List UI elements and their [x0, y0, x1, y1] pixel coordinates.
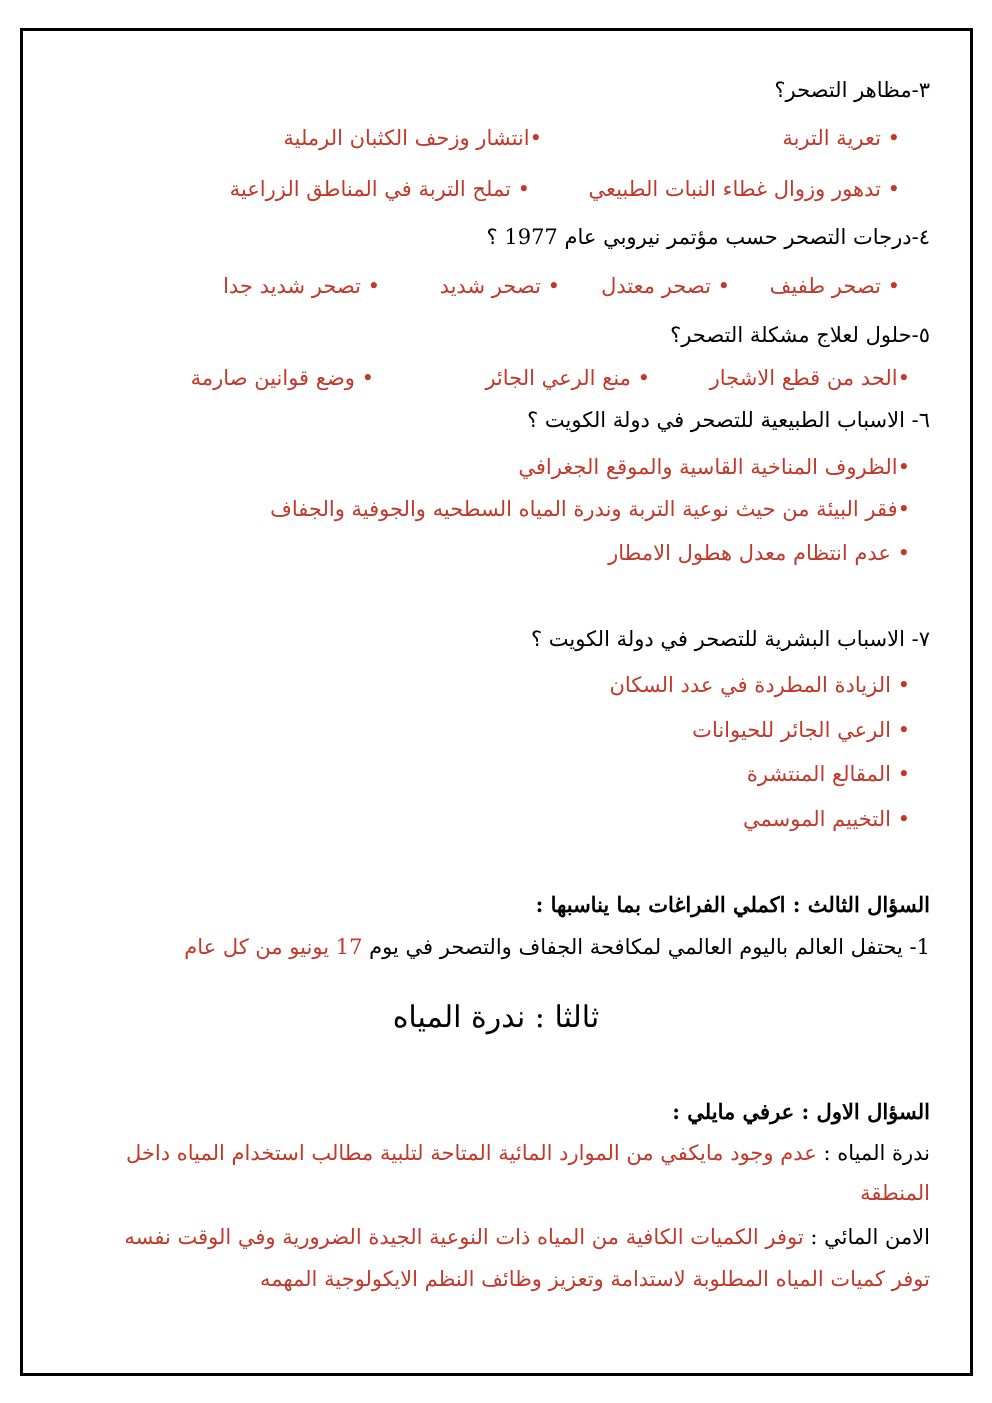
q4-item-1: • تصحر طفيف — [769, 274, 900, 298]
definition-1-continued: المنطقة — [860, 1181, 930, 1205]
q6-item-3: • عدم انتظام معدل هطول الامطار — [608, 541, 910, 565]
definition-1 — [126, 1138, 930, 1168]
fill-answer-1: 17 يونيو من كل عام — [184, 935, 363, 959]
q7-question: ٧- الاسباب البشرية للتصحر في دولة الكويت ؟ — [530, 627, 930, 651]
q3-question: ٣-مظاهر التصحر؟ — [774, 78, 930, 102]
q3-item-1: • تعرية التربة — [782, 126, 900, 150]
q7-item-2: • الرعي الجائر للحيوانات — [692, 718, 910, 742]
defs-section-title: السؤال الاول : عرفي مايلي : — [672, 1099, 930, 1124]
definition-2-continued: توفر كميات المياه المطلوبة لاستدامة وتعزيز وظائف النظم الايكولوجية المهمه — [259, 1267, 930, 1291]
q4-item-4: • تصحر شديد جدا — [223, 274, 380, 298]
q7-item-3: • المقالع المنتشرة — [746, 762, 910, 786]
q6-item-2: •فقر البيئة من حيث نوعية التربة وندرة المياه السطحيه والجوفية والجفاف — [270, 497, 910, 521]
definition-2-term: الامن المائي : — [810, 1225, 930, 1249]
q4-item-2: • تصحر معتدل — [601, 274, 730, 298]
definition-2-text: توفر الكميات الكافية من المياه ذات النوعية الجيدة الضرورية وفي الوقت نفسه — [124, 1225, 804, 1249]
q3-item-3: • تدهور وزوال غطاء النبات الطبيعي — [588, 177, 900, 201]
q4-item-3: • تصحر شديد — [439, 274, 560, 298]
q5-item-2: • منع الرعي الجائر — [485, 366, 650, 390]
q5-item-3: • وضع قوانين صارمة — [190, 366, 374, 390]
definition-2 — [124, 1222, 930, 1252]
q7-item-1: • الزيادة المطردة في عدد السكان — [609, 673, 910, 697]
q5-item-1: •الحد من قطع الاشجار — [709, 366, 910, 390]
q3-item-2: •انتشار وزحف الكثبان الرملية — [283, 126, 542, 150]
q4-question: ٤-درجات التصحر حسب مؤتمر نيروبي عام 1977 ؟ — [486, 225, 930, 249]
definition-1-text: عدم وجود مايكفي من الموارد المائية المتاحة لتلبية مطالب استخدام المياه داخل — [126, 1141, 817, 1165]
q6-item-1: •الظروف المناخية القاسية والموقع الجغرافي — [518, 455, 910, 479]
fill-section-title: السؤال الثالث : اكملي الفراغات بما يناسبها : — [535, 892, 930, 917]
q6-question: ٦- الاسباب الطبيعية للتصحر في دولة الكويت ؟ — [527, 408, 930, 432]
section-heading: ثالثا : ندرة المياه — [392, 1000, 600, 1035]
q5-question: ٥-حلول لعلاج مشكلة التصحر؟ — [670, 323, 930, 347]
fill-question-1: 1- يحتفل العالم باليوم العالمي لمكافحة الجفاف والتصحر في يوم 17 يونيو من كل عام — [184, 935, 930, 959]
q3-item-4: • تملح التربة في المناطق الزراعية — [229, 177, 530, 201]
definition-1-term: ندرة المياه : — [823, 1141, 930, 1165]
q7-item-4: • التخييم الموسمي — [743, 807, 910, 831]
